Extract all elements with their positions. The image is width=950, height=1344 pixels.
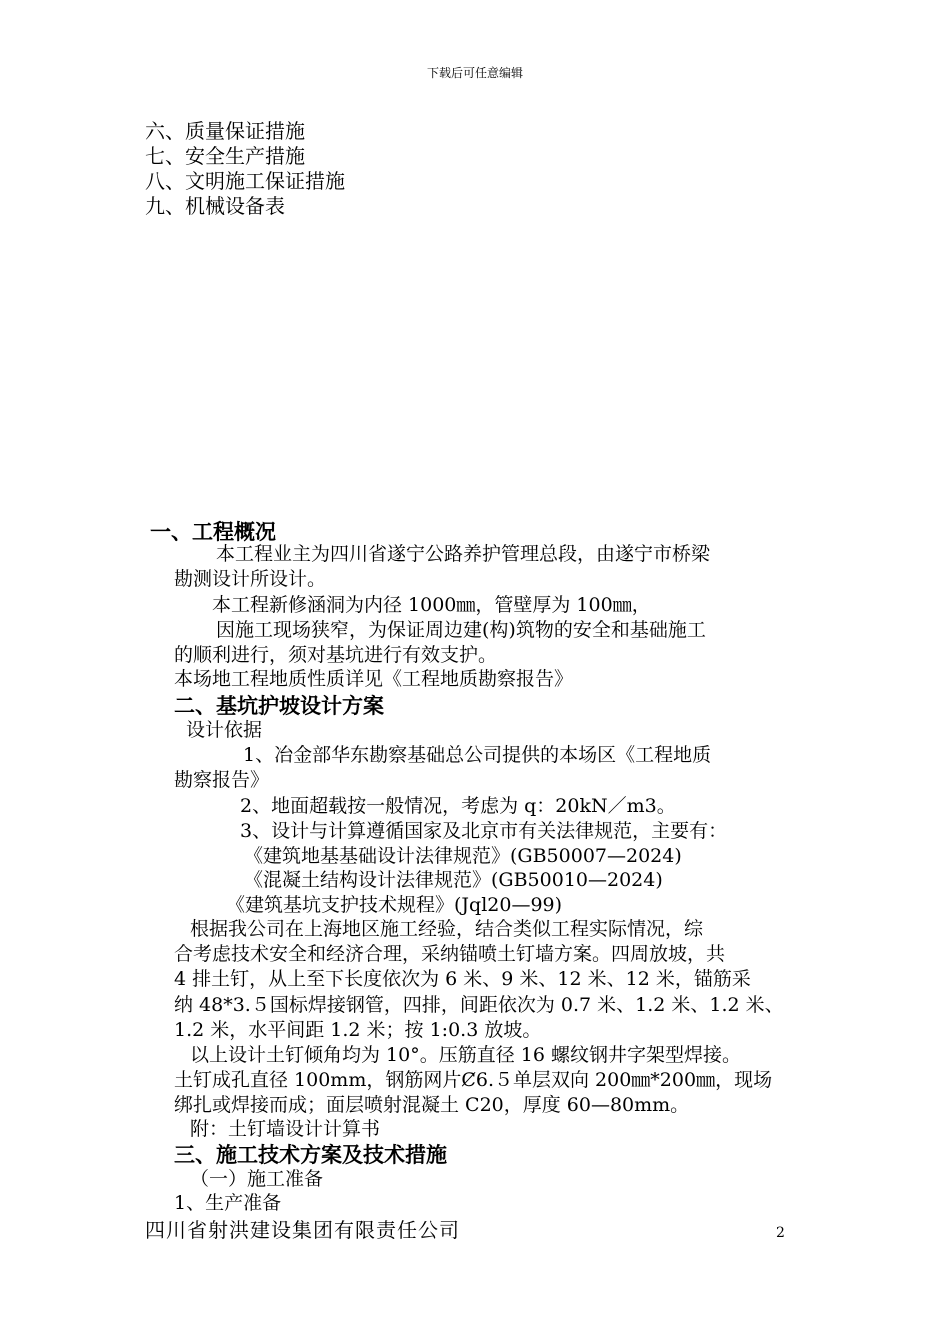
body-line: 绑扎或焊接而成；面层喷射混凝土 C20，厚度 60—80mm。 — [174, 1094, 690, 1116]
body-line: 纳 48*3.５国标焊接钢管，四排，间距依次为 0.7 米、1.2 米、1.2 米、 — [174, 994, 784, 1016]
body-line: 《建筑地基基础设计法律规范》(GB50007—2024) — [244, 845, 682, 867]
body-line: 的顺利进行，须对基坑进行有效支护。 — [174, 644, 498, 666]
body-line: 本场地工程地质性质详见《工程地质勘察报告》 — [174, 668, 574, 690]
body-line: 3、设计与计算遵循国家及北京市有关法律规范，主要有： — [240, 820, 728, 842]
footer-company: 四川省射洪建设集团有限责任公司 — [145, 1218, 460, 1242]
body-line: 本工程业主为四川省遂宁公路养护管理总段，由遂宁市桥梁 — [216, 543, 711, 565]
section-heading: 二、基坑护坡设计方案 — [174, 693, 384, 718]
body-line: 1、冶金部华东勘察基础总公司提供的本场区《工程地质 — [243, 744, 712, 766]
body-line: 4 排土钉，从上至下长度依次为 6 米、9 米、12 米、12 米，锚筋采 — [174, 968, 751, 990]
body-line: 附：土钉墙设计计算书 — [190, 1118, 381, 1140]
body-line: 《混凝土结构设计法律规范》(GB50010—2024) — [244, 869, 663, 891]
body-line: 勘察报告》 — [174, 769, 270, 791]
body-line: 合考虑技术安全和经济合理，采纳锚喷土钉墙方案。四周放坡，共 — [174, 943, 726, 965]
body-line: 设计依据 — [186, 719, 263, 741]
body-line: 土钉成孔直径 100mm，钢筋网片Ȼ6.５单层双向 200㎜*200㎜，现场 — [174, 1069, 773, 1091]
body-line: 勘测设计所设计。 — [174, 568, 327, 590]
header-note: 下载后可任意编辑 — [426, 66, 523, 80]
toc-item: 六、质量保证措施 — [145, 119, 305, 143]
section-heading: 三、施工技术方案及技术措施 — [174, 1142, 447, 1167]
section-heading: 一、工程概况 — [150, 519, 276, 544]
body-line: 以上设计土钉倾角均为 10°。压筋直径 16 螺纹钢井字架型焊接。 — [190, 1044, 741, 1066]
toc-item: 九、机械设备表 — [145, 194, 285, 218]
body-line: 2、地面超载按一般情况，考虑为 q：20kN／m3。 — [240, 795, 676, 817]
body-line: （一）施工准备 — [190, 1168, 324, 1190]
body-line: 根据我公司在上海地区施工经验，结合类似工程实际情况，综 — [190, 918, 704, 940]
toc-item: 七、安全生产措施 — [145, 144, 305, 168]
body-line: 本工程新修涵洞为内径 1000㎜，管壁厚为 100㎜， — [212, 594, 651, 616]
body-line: 1.2 米，水平间距 1.2 米；按 1:0.3 放坡。 — [174, 1019, 542, 1041]
body-line: 因施工现场狭窄，为保证周边建(构)筑物的安全和基础施工 — [216, 619, 706, 641]
body-line: 《建筑基坑支护技术规程》(Jql20—99) — [226, 894, 563, 916]
toc-item: 八、文明施工保证措施 — [145, 169, 345, 193]
page-number: 2 — [776, 1225, 785, 1241]
body-line: 1、生产准备 — [174, 1192, 282, 1214]
